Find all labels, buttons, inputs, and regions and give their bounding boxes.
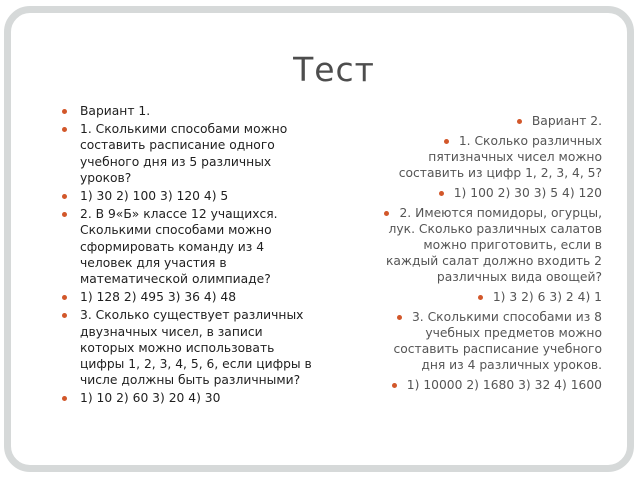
answer-options: 1) 30 2) 100 3) 120 4) 5 [80, 189, 229, 204]
bullet-icon [62, 194, 67, 199]
bullet-icon [384, 211, 389, 216]
list-item [370, 185, 602, 201]
list-item [62, 307, 312, 388]
bullet-icon [478, 295, 483, 300]
variant-1-heading: Вариант 1. [80, 104, 151, 118]
answer-options: 1) 10 2) 60 3) 20 4) 30 [80, 391, 221, 406]
variant-2-list [370, 113, 602, 393]
variant-2-heading: Вариант 2. [531, 114, 602, 128]
question-text: 2. Имеются помидоры, огурцы, лук. Сколько различных салатов можно приготовить, если в каждый салат должно входить 2 различных вида овощей? [385, 205, 602, 285]
bullet-icon [62, 396, 67, 401]
list-item [62, 188, 312, 204]
bullet-icon [439, 191, 444, 196]
question-text: 2. В 9«Б» классе 12 учащихся. Сколькими способами можно сформировать команду из 4 человек для участия в математической олимпиаде? [80, 207, 278, 287]
list-item [370, 113, 602, 129]
answer-options: 1) 100 2) 30 3) 5 4) 120 [453, 185, 602, 200]
list-item [62, 390, 312, 406]
bullet-icon [397, 315, 402, 320]
variant-2-column [370, 113, 602, 397]
bullet-icon [62, 109, 67, 114]
list-item [370, 309, 602, 374]
bullet-icon [62, 313, 67, 318]
list-item [62, 121, 312, 186]
bullet-icon [62, 127, 67, 132]
answer-options: 1) 10000 2) 1680 3) 32 4) 1600 [406, 378, 602, 393]
answer-options: 1) 3 2) 6 3) 2 4) 1 [492, 290, 602, 305]
bullet-icon [444, 139, 449, 144]
bullet-icon [62, 295, 67, 300]
bullet-icon [62, 212, 67, 217]
list-item [62, 206, 312, 287]
question-text: 3. Сколькими способами из 8 учебных предметов можно составить расписание учебного дня из 4 различных уроков. [393, 309, 602, 373]
list-item [370, 133, 602, 182]
variant-1-list [62, 103, 312, 407]
bullet-icon [392, 383, 397, 388]
variant-1-column [62, 103, 312, 409]
question-text: 1. Сколько различных пятизначных чисел можно составить из цифр 1, 2, 3, 4, 5? [398, 133, 602, 181]
bullet-icon [517, 119, 522, 124]
list-item [62, 289, 312, 305]
list-item [370, 377, 602, 393]
list-item [370, 205, 602, 286]
answer-options: 1) 128 2) 495 3) 36 4) 48 [80, 290, 237, 305]
question-text: 3. Сколько существует различных двузначных чисел, в записи которых можно использовать цифры 1, 2, 3, 4, 5, 6, если цифры в числе должны быть различными? [80, 308, 312, 388]
question-text: 1. Сколькими способами можно составить расписание одного учебного дня из 5 различных уроков? [80, 122, 288, 185]
list-item [370, 289, 602, 305]
slide-title: Тест [293, 50, 375, 89]
list-item [62, 103, 312, 119]
